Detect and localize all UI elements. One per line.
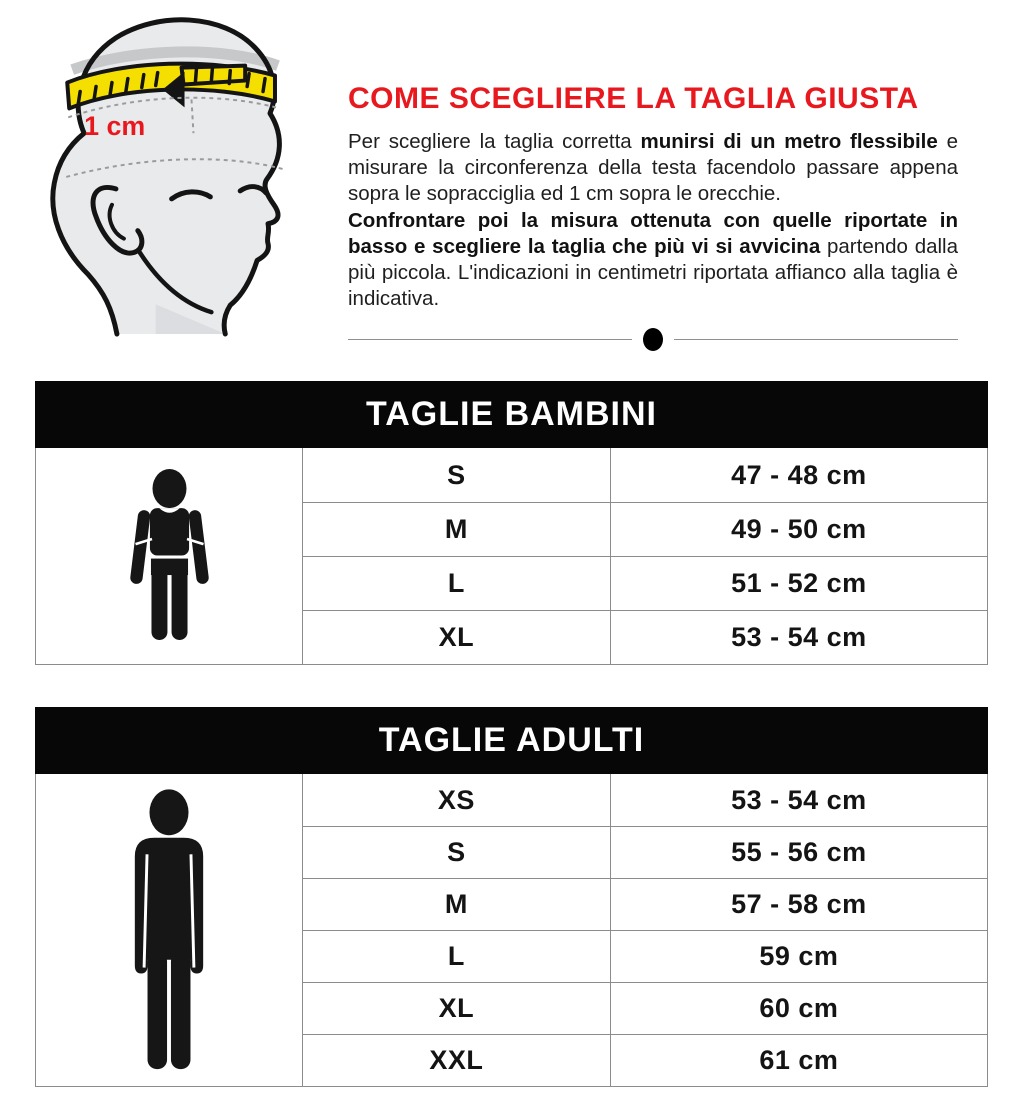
- size-row: [303, 930, 987, 982]
- divider-dot: [643, 328, 663, 351]
- head-illustration-svg: [41, 8, 336, 338]
- size-rows-adulti: [303, 774, 987, 1086]
- intro-paragraph: Per scegliere la taglia corretta munirsi di un metro flessibile e misurare la circonferenza della testa facendolo passare appena sopra le sopracciglia ed 1 cm sopra le orecchie. Confrontare poi la misura ottenuta con quelle riportate in basso e scegliere la taglia che più vi si avvicina partendo dalla più piccola. L'indicazioni in centimetri riportata affianco alla taglia è indicativa.: [348, 130, 959, 311]
- size-measure: 53 - 54 cm: [731, 622, 867, 653]
- size-label: M: [303, 879, 611, 930]
- size-label: S: [303, 827, 611, 878]
- child-icon: [36, 448, 303, 664]
- top-section: [35, 8, 988, 351]
- size-grid-bambini: [35, 448, 988, 665]
- size-label: XS: [303, 774, 611, 826]
- size-row: [303, 610, 987, 664]
- size-row: [303, 448, 987, 502]
- size-label: L: [303, 931, 611, 982]
- size-row: [303, 774, 987, 826]
- section-divider: [348, 328, 958, 351]
- size-row: [303, 1034, 987, 1086]
- size-measure: 51 - 52 cm: [731, 568, 867, 599]
- size-measure: 49 - 50 cm: [731, 514, 867, 545]
- table-header-adulti: TAGLIE ADULTI: [35, 707, 988, 774]
- divider-line-left: [348, 339, 632, 340]
- size-label: S: [303, 448, 611, 502]
- size-label: XL: [303, 983, 611, 1034]
- size-row: [303, 556, 987, 610]
- size-label: L: [303, 557, 611, 610]
- divider-line-right: [674, 339, 958, 340]
- size-measure: 47 - 48 cm: [731, 459, 867, 490]
- size-measure: 60 cm: [759, 993, 839, 1024]
- adult-icon: [36, 774, 303, 1086]
- tape-offset-label: 1 cm: [84, 111, 146, 142]
- size-row: [303, 502, 987, 556]
- size-measure: 61 cm: [759, 1045, 839, 1076]
- size-table-adulti: [35, 707, 988, 1087]
- size-grid-adulti: [35, 774, 988, 1087]
- head-measurement-illustration: [41, 8, 336, 338]
- page-title: COME SCEGLIERE LA TAGLIA GIUSTA: [348, 82, 919, 115]
- intro-text-column: [336, 8, 988, 351]
- size-measure: 55 - 56 cm: [731, 837, 867, 868]
- table-header-bambini: TAGLIE BAMBINI: [35, 381, 988, 448]
- size-rows-bambini: [303, 448, 987, 664]
- size-label: XL: [303, 611, 611, 664]
- size-table-bambini: [35, 381, 988, 665]
- size-label: M: [303, 503, 611, 556]
- size-row: [303, 878, 987, 930]
- size-measure: 53 - 54 cm: [731, 784, 867, 815]
- size-measure: 57 - 58 cm: [731, 889, 867, 920]
- size-row: [303, 826, 987, 878]
- size-row: [303, 982, 987, 1034]
- size-measure: 59 cm: [759, 941, 839, 972]
- size-label: XXL: [303, 1035, 611, 1086]
